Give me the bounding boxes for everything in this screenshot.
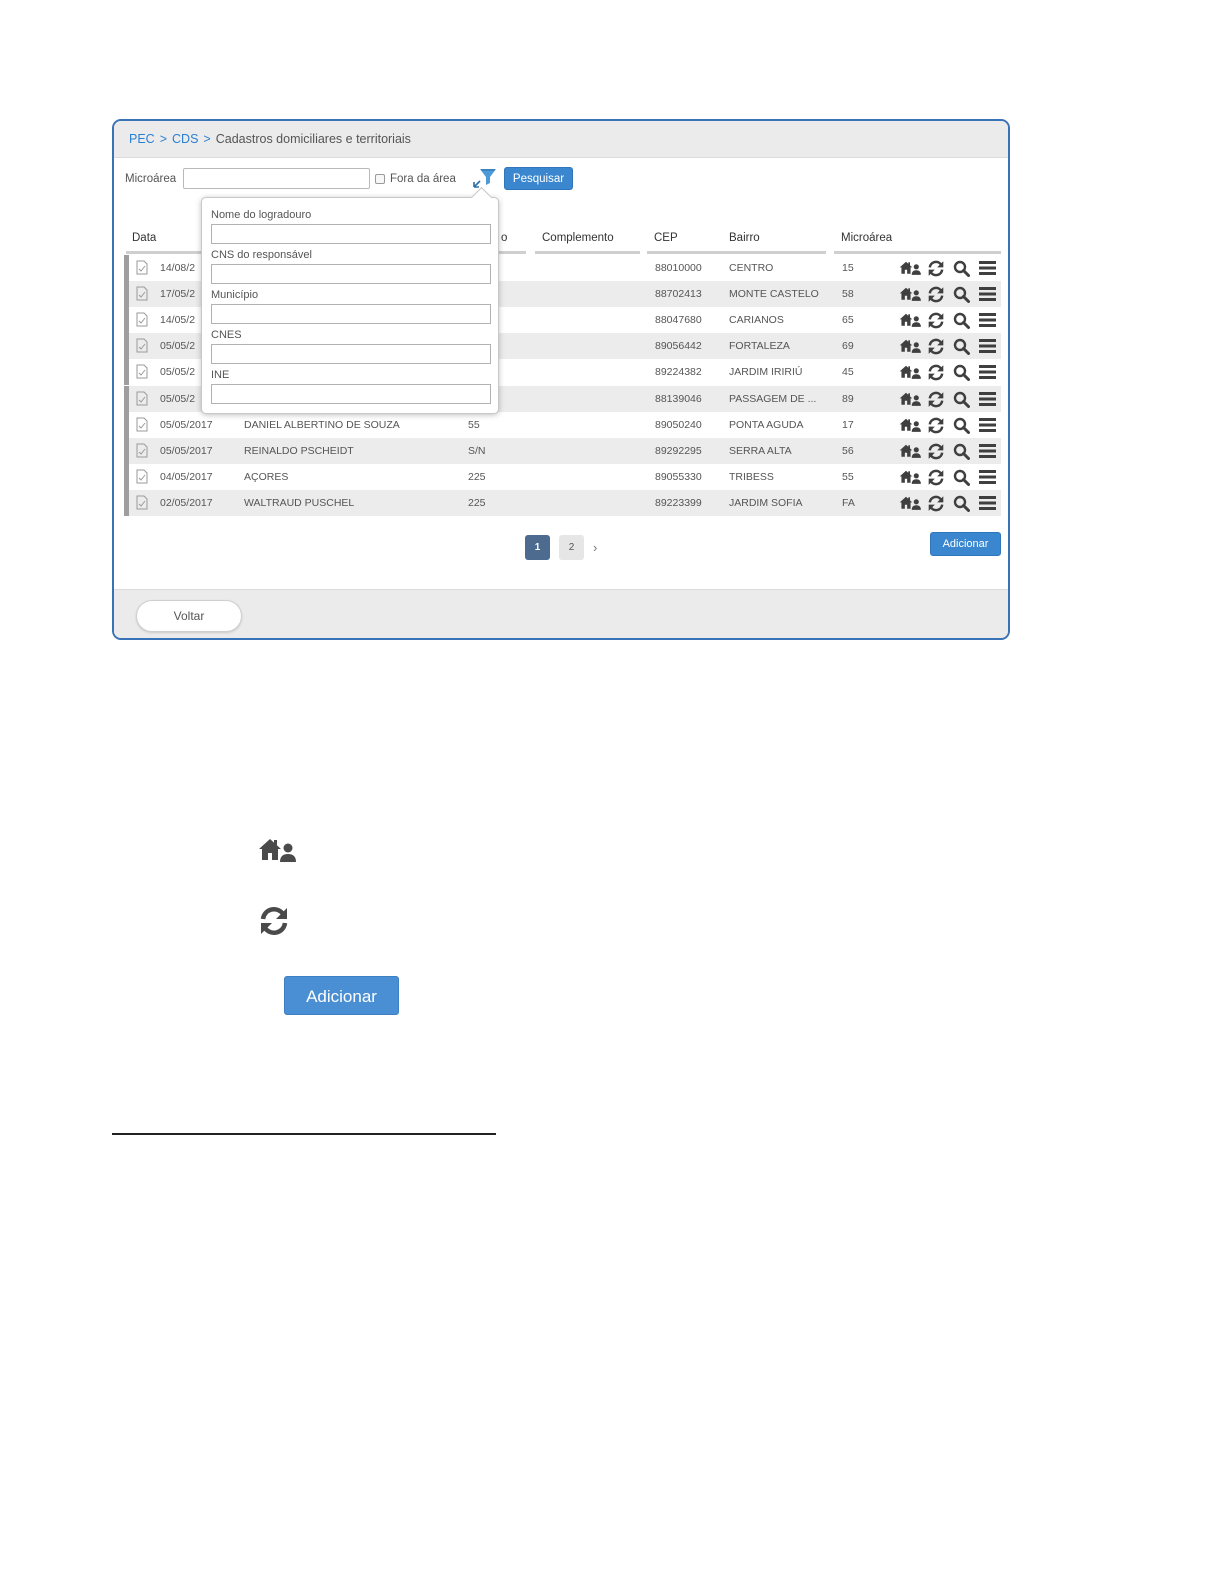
menu-icon[interactable] bbox=[979, 391, 997, 407]
menu-icon[interactable] bbox=[979, 417, 997, 433]
breadcrumb-pec-link[interactable]: PEC bbox=[129, 132, 155, 146]
refresh-icon[interactable] bbox=[927, 443, 945, 459]
cell-data: 17/05/2 bbox=[160, 288, 196, 301]
document-check-icon bbox=[136, 338, 147, 352]
cell-logradouro: REINALDO PSCHEIDT bbox=[244, 444, 354, 457]
menu-icon[interactable] bbox=[979, 286, 997, 302]
back-button[interactable]: Voltar bbox=[136, 600, 242, 632]
cell-bairro: JARDIM IRIRIÚ bbox=[729, 366, 803, 379]
advanced-filter-panel bbox=[201, 197, 499, 414]
row-marker bbox=[124, 464, 129, 490]
row-marker bbox=[124, 255, 129, 281]
document-check-icon bbox=[136, 443, 147, 457]
document-check-icon bbox=[136, 364, 147, 378]
cell-logradouro: WALTRAUD PUSCHEL bbox=[244, 496, 355, 509]
row-marker bbox=[124, 333, 129, 359]
document-check-icon bbox=[136, 312, 147, 326]
row-marker bbox=[124, 359, 129, 385]
breadcrumb-cds-link[interactable]: CDS bbox=[172, 132, 199, 146]
microarea-label: Microárea bbox=[125, 173, 177, 185]
cds-screenshot-frame bbox=[112, 119, 1010, 640]
filter-label-cnes: CNES bbox=[211, 329, 242, 341]
menu-icon[interactable] bbox=[979, 312, 997, 328]
cell-microarea: 56 bbox=[842, 444, 854, 457]
table-row[interactable] bbox=[124, 438, 1001, 464]
magnifier-icon[interactable] bbox=[953, 469, 971, 485]
footer-bar bbox=[114, 589, 1008, 640]
filter-label-logradouro: Nome do logradouro bbox=[211, 209, 312, 221]
menu-icon[interactable] bbox=[979, 469, 997, 485]
row-marker bbox=[124, 307, 129, 333]
cell-bairro: FORTALEZA bbox=[729, 340, 790, 353]
house-people-icon[interactable] bbox=[899, 443, 917, 459]
house-people-icon[interactable] bbox=[899, 417, 917, 433]
cell-numero: 225 bbox=[468, 496, 486, 509]
document-check-icon bbox=[136, 469, 147, 483]
refresh-icon bbox=[258, 906, 290, 936]
refresh-icon[interactable] bbox=[927, 286, 945, 302]
column-header-complemento[interactable]: Complemento bbox=[542, 232, 614, 244]
cell-numero: 225 bbox=[468, 470, 486, 483]
document-check-icon bbox=[136, 391, 147, 405]
cell-bairro: TRIBESS bbox=[729, 470, 774, 483]
cell-microarea: 17 bbox=[842, 418, 854, 431]
cell-microarea: 55 bbox=[842, 470, 854, 483]
filter-input-cns[interactable] bbox=[211, 264, 491, 284]
filter-input-cnes[interactable] bbox=[211, 344, 491, 364]
refresh-icon[interactable] bbox=[927, 417, 945, 433]
refresh-icon[interactable] bbox=[927, 469, 945, 485]
refresh-icon[interactable] bbox=[927, 338, 945, 354]
cell-bairro: JARDIM SOFIA bbox=[729, 496, 803, 509]
cell-bairro: CENTRO bbox=[729, 262, 774, 274]
refresh-icon[interactable] bbox=[927, 364, 945, 380]
house-people-icon[interactable] bbox=[899, 469, 917, 485]
magnifier-icon[interactable] bbox=[953, 260, 971, 276]
cell-microarea: 65 bbox=[842, 314, 854, 327]
menu-icon[interactable] bbox=[979, 338, 997, 354]
row-marker bbox=[124, 281, 129, 307]
column-header-data[interactable]: Data bbox=[132, 232, 157, 244]
panel-caret bbox=[471, 187, 492, 208]
cell-data: 14/08/2 bbox=[160, 262, 196, 274]
cell-microarea: FA bbox=[842, 496, 855, 509]
house-people-icon[interactable] bbox=[899, 391, 917, 407]
house-people-icon[interactable] bbox=[899, 338, 917, 354]
cell-cep: 89292295 bbox=[655, 444, 702, 457]
magnifier-icon[interactable] bbox=[953, 495, 971, 511]
cell-microarea: 69 bbox=[842, 340, 854, 353]
page-2-button[interactable]: 2 bbox=[559, 535, 584, 560]
magnifier-icon[interactable] bbox=[953, 338, 971, 354]
search-button[interactable]: Pesquisar bbox=[504, 167, 573, 190]
refresh-icon[interactable] bbox=[927, 312, 945, 328]
cell-microarea: 15 bbox=[842, 262, 854, 274]
filter-input-logradouro[interactable] bbox=[211, 224, 491, 244]
cell-data: 05/05/2 bbox=[160, 366, 196, 379]
fora-da-area-label: Fora da área bbox=[390, 173, 456, 185]
cell-cep: 89056442 bbox=[655, 340, 702, 353]
cell-data: 05/05/2017 bbox=[160, 418, 213, 431]
table-row[interactable] bbox=[124, 464, 1001, 490]
next-page-icon[interactable]: › bbox=[593, 540, 598, 555]
footnote-separator bbox=[112, 1133, 496, 1135]
cell-data: 05/05/2 bbox=[160, 392, 196, 405]
cell-bairro: MONTE CASTELO bbox=[729, 288, 819, 301]
cell-cep: 89050240 bbox=[655, 418, 702, 431]
magnifier-icon[interactable] bbox=[953, 391, 971, 407]
cell-data: 02/05/2017 bbox=[160, 496, 213, 509]
cell-numero: S/N bbox=[468, 444, 486, 457]
document-check-icon bbox=[136, 260, 147, 274]
column-header-numero[interactable]: o bbox=[501, 232, 508, 244]
header-underline bbox=[834, 251, 1001, 254]
cell-data: 05/05/2 bbox=[160, 340, 196, 353]
legend-add-button[interactable]: Adicionar bbox=[284, 976, 399, 1015]
column-header-bairro[interactable]: Bairro bbox=[729, 232, 760, 244]
filter-input-ine[interactable] bbox=[211, 384, 491, 404]
advanced-filter-icon[interactable] bbox=[472, 167, 498, 189]
cell-data: 04/05/2017 bbox=[160, 470, 213, 483]
cell-logradouro: AÇORES bbox=[244, 470, 289, 483]
cell-microarea: 58 bbox=[842, 288, 854, 301]
add-button[interactable]: Adicionar bbox=[930, 532, 1001, 556]
cell-bairro: PONTA AGUDA bbox=[729, 418, 804, 431]
microarea-input[interactable] bbox=[183, 168, 370, 189]
house-people-icon[interactable] bbox=[899, 364, 917, 380]
cell-microarea: 45 bbox=[842, 366, 854, 379]
menu-icon[interactable] bbox=[979, 260, 997, 276]
house-people-icon bbox=[258, 836, 296, 864]
cell-microarea: 89 bbox=[842, 392, 854, 405]
house-people-icon[interactable] bbox=[899, 286, 917, 302]
magnifier-icon[interactable] bbox=[953, 312, 971, 328]
filter-label-ine: INE bbox=[211, 369, 230, 381]
house-people-icon[interactable] bbox=[899, 260, 917, 276]
cell-cep: 88010000 bbox=[655, 262, 702, 274]
cell-cep: 89224382 bbox=[655, 366, 702, 379]
header-underline bbox=[722, 251, 826, 254]
cell-bairro: CARIANOS bbox=[729, 314, 784, 327]
magnifier-icon[interactable] bbox=[953, 286, 971, 302]
cell-cep: 88047680 bbox=[655, 314, 702, 327]
magnifier-icon[interactable] bbox=[953, 417, 971, 433]
column-header-microarea[interactable]: Microárea bbox=[841, 232, 893, 244]
menu-icon[interactable] bbox=[979, 364, 997, 380]
table-row[interactable] bbox=[124, 412, 1001, 438]
row-marker bbox=[124, 490, 129, 516]
magnifier-icon[interactable] bbox=[953, 443, 971, 459]
filter-label-municipio: Município bbox=[211, 289, 259, 301]
fora-da-area-checkbox[interactable] bbox=[375, 174, 385, 184]
cell-cep: 88702413 bbox=[655, 288, 702, 301]
cell-cep: 89223399 bbox=[655, 496, 702, 509]
table-row[interactable] bbox=[124, 490, 1001, 516]
row-marker bbox=[124, 438, 129, 464]
magnifier-icon[interactable] bbox=[953, 364, 971, 380]
menu-icon[interactable] bbox=[979, 495, 997, 511]
cell-logradouro: DANIEL ALBERTINO DE SOUZA bbox=[244, 418, 400, 431]
cell-numero: 55 bbox=[468, 418, 480, 431]
page-1-button[interactable]: 1 bbox=[525, 535, 550, 560]
house-people-icon[interactable] bbox=[899, 312, 917, 328]
cell-bairro: PASSAGEM DE ... bbox=[729, 392, 817, 405]
filter-input-municipio[interactable] bbox=[211, 304, 491, 324]
breadcrumb-bar bbox=[114, 121, 1008, 158]
house-people-icon[interactable] bbox=[899, 495, 917, 511]
cell-cep: 88139046 bbox=[655, 392, 702, 405]
refresh-icon[interactable] bbox=[927, 260, 945, 276]
document-check-icon bbox=[136, 286, 147, 300]
breadcrumb: PEC > CDS > Cadastros domiciliares e territoriais bbox=[129, 132, 411, 146]
row-marker bbox=[124, 386, 129, 412]
breadcrumb-current: Cadastros domiciliares e territoriais bbox=[215, 132, 411, 146]
filter-label-cns: CNS do responsável bbox=[211, 249, 312, 261]
refresh-icon[interactable] bbox=[927, 495, 945, 511]
refresh-icon[interactable] bbox=[927, 391, 945, 407]
cell-data: 05/05/2017 bbox=[160, 444, 213, 457]
header-underline bbox=[535, 251, 640, 254]
column-header-cep[interactable]: CEP bbox=[654, 232, 678, 244]
cell-bairro: SERRA ALTA bbox=[729, 444, 792, 457]
cell-cep: 89055330 bbox=[655, 470, 702, 483]
document-check-icon bbox=[136, 417, 147, 431]
document-check-icon bbox=[136, 495, 147, 509]
cell-data: 14/05/2 bbox=[160, 314, 196, 327]
row-marker bbox=[124, 412, 129, 438]
header-underline bbox=[647, 251, 722, 254]
menu-icon[interactable] bbox=[979, 443, 997, 459]
